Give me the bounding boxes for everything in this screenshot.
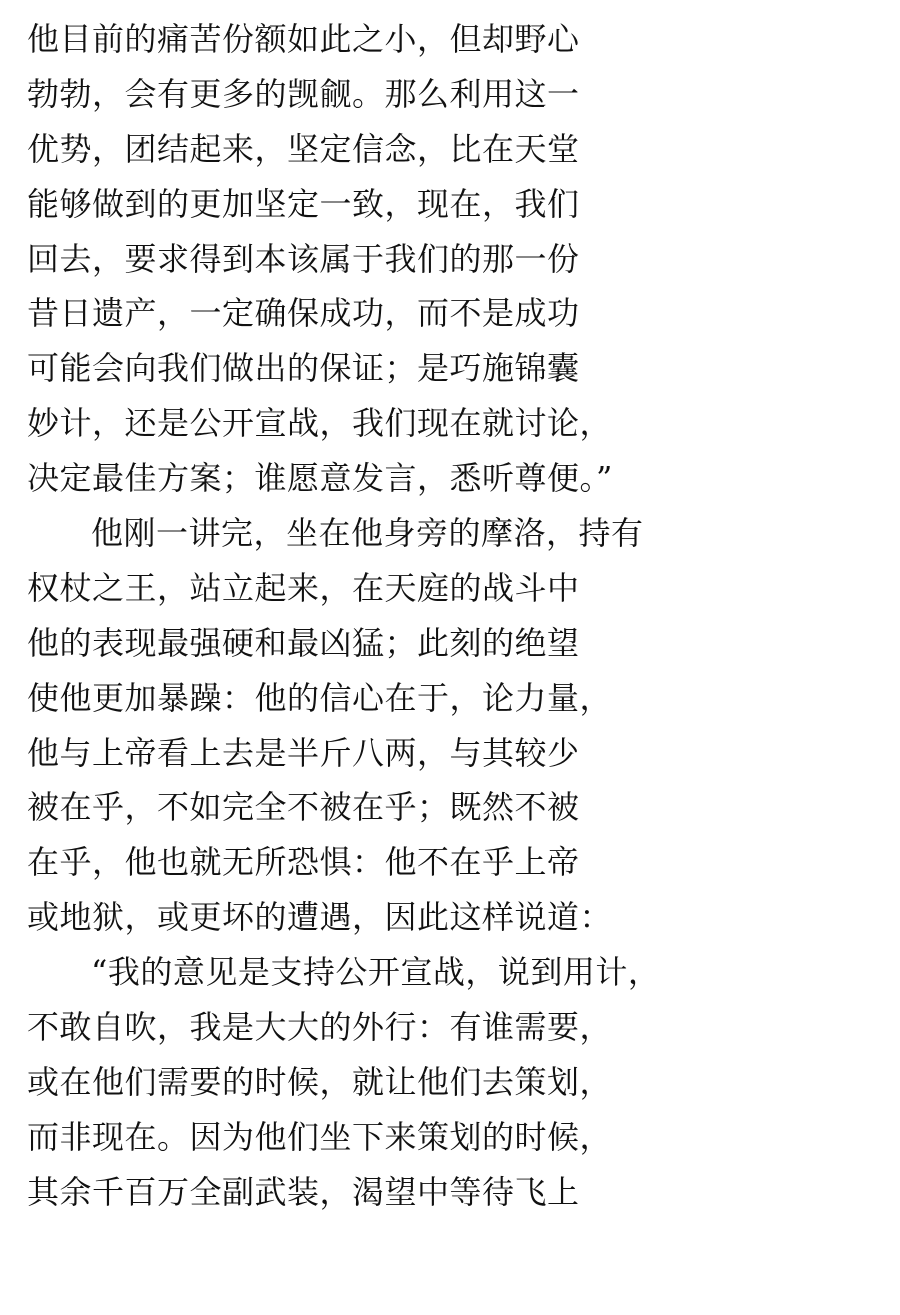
text-line: 被在乎，不如完全不被在乎；既然不被 [27,788,580,827]
text-line: 决定最佳方案；谁愿意发言，悉听尊便。” [27,459,613,498]
text-line: 能够做到的更加坚定一致，现在，我们 [27,184,580,223]
text-line: 或地狱，或更坏的遭遇，因此这样说道： [27,898,613,937]
text-line: 使他更加暴躁：他的信心在于，论力量， [27,678,613,717]
text-line: 可能会向我们做出的保证；是巧施锦囊 [27,349,580,388]
text-line: 而非现在。因为他们坐下来策划的时候， [27,1117,613,1156]
text-line: 他与上帝看上去是半斤八两，与其较少 [27,733,580,772]
text-line: 或在他们需要的时候，就让他们去策划， [27,1062,613,1101]
text-line: “我的意见是支持公开宣战，说到用计， [91,953,661,992]
text-line: 勃勃，会有更多的觊觎。那么利用这一 [27,74,580,113]
text-line: 昔日遗产，一定确保成功，而不是成功 [27,294,580,333]
text-line: 在乎，他也就无所恐惧：他不在乎上帝 [27,843,580,882]
text-line: 权杖之王，站立起来，在天庭的战斗中 [27,568,580,607]
text-body [27,12,887,1220]
text-line: 不敢自吹，我是大大的外行：有谁需要， [27,1008,613,1047]
text-line: 回去，要求得到本该属于我们的那一份 [27,239,580,278]
text-line: 他的表现最强硬和最凶猛；此刻的绝望 [27,623,580,662]
text-line: 妙计，还是公开宣战，我们现在就讨论， [27,404,613,443]
text-line: 优势，团结起来，坚定信念，比在天堂 [27,129,580,168]
text-line: 其余千百万全副武装，渴望中等待飞上 [27,1172,580,1211]
text-line: 他刚一讲完，坐在他身旁的摩洛，持有 [91,514,644,553]
text-line: 他目前的痛苦份额如此之小，但却野心 [27,20,580,58]
